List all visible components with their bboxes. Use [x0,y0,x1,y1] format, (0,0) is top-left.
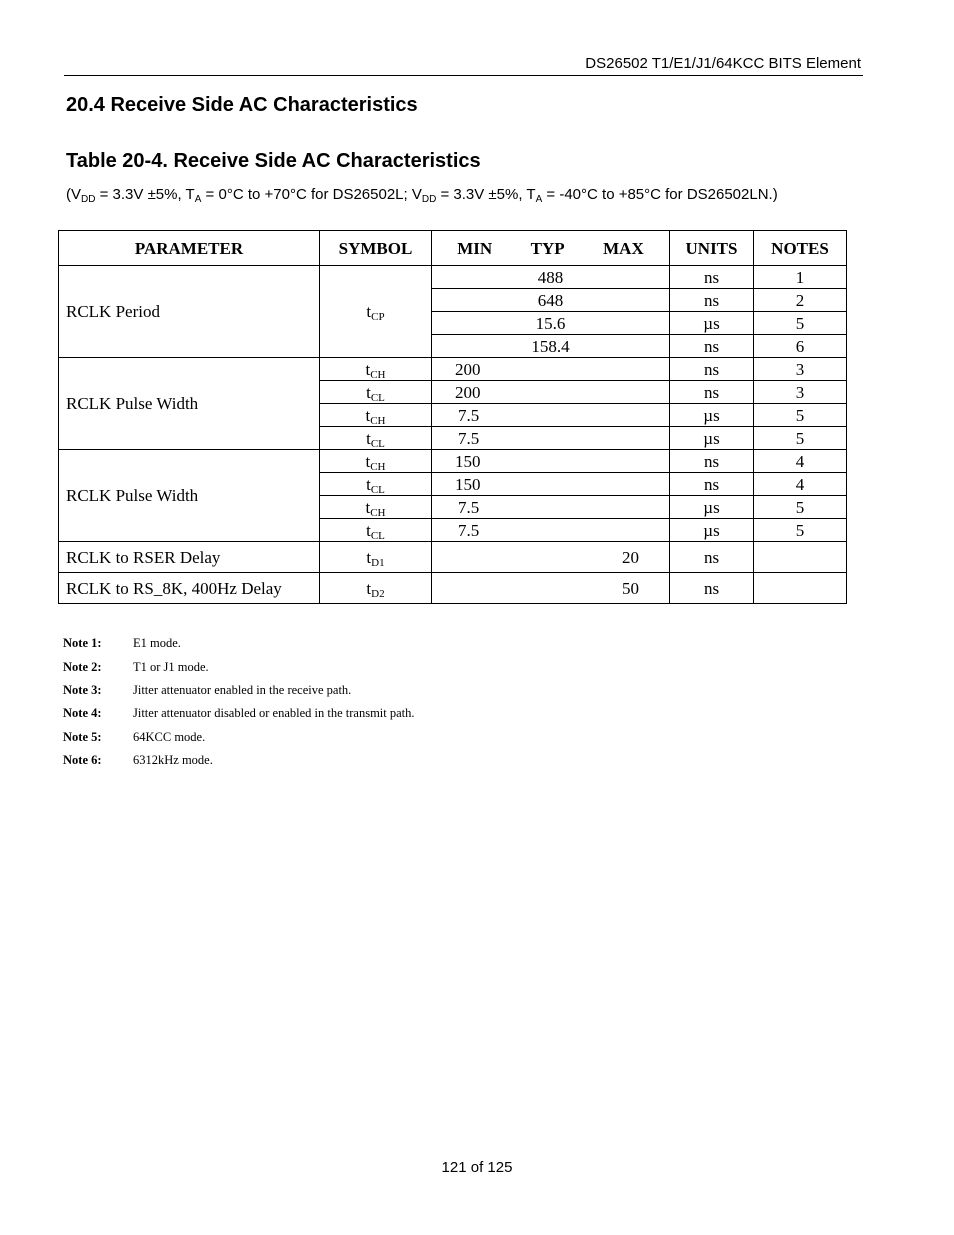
units-cell: ns [670,542,754,573]
symbol-cell: $t_{CL}$ [320,427,432,450]
header-typ: TYP [530,238,565,258]
min-cell: 7.5 [432,496,670,519]
param-cell: RCLK Pulse Width [59,450,320,542]
notes-cell: 5 [754,519,847,542]
symbol-cell: $t_{CH}$ [320,404,432,427]
header-symbol: SYMBOL [320,231,432,266]
symbol-cell: $t_{CL}$ [320,381,432,404]
units-cell: ns [670,335,754,358]
note-item [63,749,415,772]
symbol-cell: $t_{CH}$ [320,450,432,473]
table-row [59,573,847,604]
max-cell: 50 [432,573,670,604]
notes-cell [754,542,847,573]
min-cell: 150 [432,473,670,496]
notes-cell: 5 [754,496,847,519]
notes-list [63,632,415,772]
table-title: Table 20-4. Receive Side AC Characteristics [66,150,481,172]
note-item [63,726,415,749]
units-cell: µs [670,312,754,335]
note-label: Note 1: [63,636,102,651]
min-cell: 7.5 [432,427,670,450]
min-cell: 200 [432,381,670,404]
table-row [59,542,847,573]
units-cell: µs [670,404,754,427]
typ-cell: 488 [432,266,670,289]
symbol-cell: $t_{CL}$ [320,473,432,496]
min-cell: 7.5 [432,404,670,427]
table-conditions: ($V_{DD} = 3.3V \pm 5\%$, $T_A = 0^\circ C$ to +70°C for DS26502L; $V_{DD} = 3.3V \pm 5\%$, $T_A = -40^\circ C$ to +85°C for DS26502LN.) [66,186,778,205]
notes-cell: 3 [754,381,847,404]
param-cell: RCLK to RSER Delay [59,542,320,573]
min-cell: 7.5 [432,519,670,542]
min-cell: 200 [432,358,670,381]
header-min-typ-max [432,231,670,266]
note-label: Note 4: [63,706,102,721]
header-parameter: PARAMETER [59,231,320,266]
note-label: Note 3: [63,682,102,697]
notes-cell: 5 [754,404,847,427]
note-item [63,679,415,702]
notes-cell [754,573,847,604]
units-cell: ns [670,473,754,496]
note-label: Note 6: [63,753,102,768]
note-item [63,655,415,678]
symbol-cell: $t_{CH}$ [320,496,432,519]
symbol-cell: $t_{D1}$ [320,542,432,573]
notes-cell: 4 [754,450,847,473]
symbol-cell: $t_{CL}$ [320,519,432,542]
note-label: Note 5: [63,729,102,744]
note-text: 64KCC mode. [133,729,206,744]
table-row [59,266,847,289]
note-text: Jitter attenuator enabled in the receive path. [133,682,352,697]
max-cell: 20 [432,542,670,573]
table-row [59,450,847,473]
note-label: Note 2: [63,659,102,674]
note-text: E1 mode. [133,636,181,651]
units-cell: µs [670,427,754,450]
ac-characteristics-table [58,230,847,604]
typ-cell: 648 [432,289,670,312]
header-max: MAX [603,238,644,258]
notes-cell: 3 [754,358,847,381]
header-divider [64,75,863,76]
units-cell: ns [670,381,754,404]
document-header: DS26502 T1/E1/J1/64KCC BITS Element [585,55,861,72]
min-cell: 150 [432,450,670,473]
symbol-cell: $t_{CH}$ [320,358,432,381]
table-header-row [59,231,847,266]
typ-cell: 15.6 [432,312,670,335]
notes-cell: 6 [754,335,847,358]
units-cell: ns [670,450,754,473]
header-min: MIN [457,238,493,258]
units-cell: ns [670,573,754,604]
units-cell: ns [670,358,754,381]
note-item [63,632,415,655]
units-cell: µs [670,519,754,542]
symbol-cell: $t_{CP}$ [320,266,432,358]
note-item [63,702,415,725]
note-text: 6312kHz mode. [133,753,213,768]
param-cell: RCLK Pulse Width [59,358,320,450]
notes-cell: 5 [754,312,847,335]
notes-cell: 4 [754,473,847,496]
param-cell: RCLK Period [59,266,320,358]
notes-cell: 1 [754,266,847,289]
units-cell: µs [670,496,754,519]
page-number: 121 of 125 [441,1159,513,1176]
param-cell: RCLK to RS_8K, 400Hz Delay [59,573,320,604]
symbol-cell: $t_{D2}$ [320,573,432,604]
section-title: 20.4 Receive Side AC Characteristics [66,94,418,116]
notes-cell: 2 [754,289,847,312]
table-row [59,358,847,381]
note-text: T1 or J1 mode. [133,659,209,674]
note-text: Jitter attenuator disabled or enabled in the transmit path. [133,706,415,721]
units-cell: ns [670,266,754,289]
notes-cell: 5 [754,427,847,450]
typ-cell: 158.4 [432,335,670,358]
header-notes: NOTES [754,231,847,266]
units-cell: ns [670,289,754,312]
header-units: UNITS [670,231,754,266]
